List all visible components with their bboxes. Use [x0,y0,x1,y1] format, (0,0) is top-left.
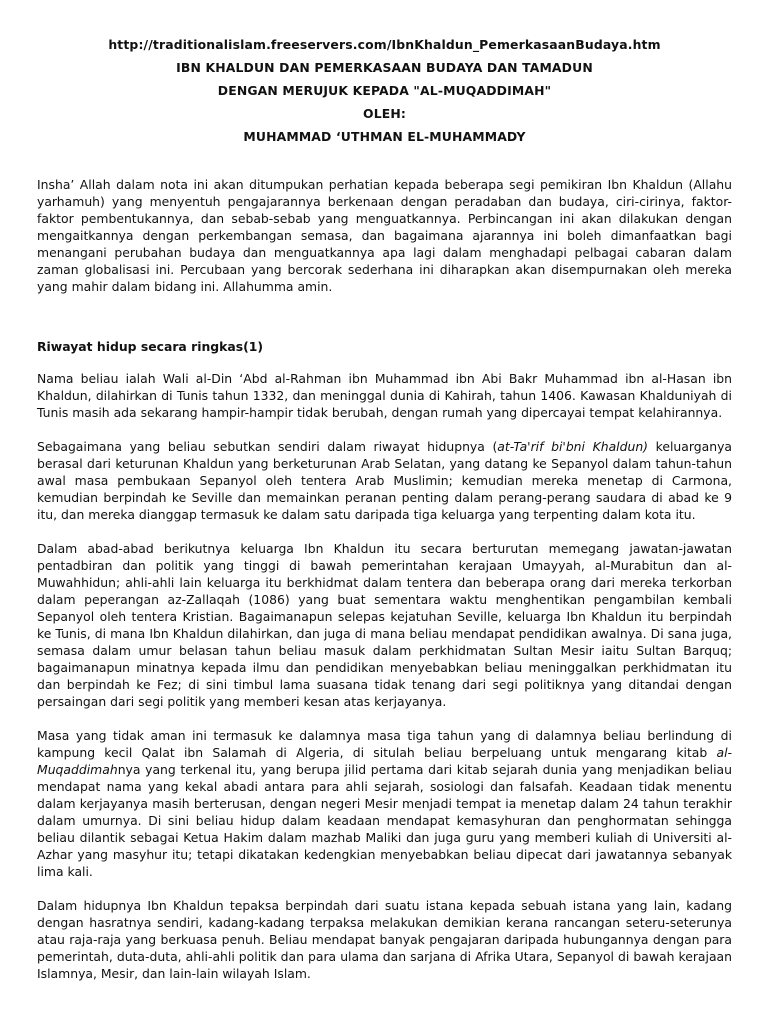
paragraph-4-book-title: al-Muqaddimah [37,745,732,777]
paragraph-2-text-a: Sebagaimana yang beliau sebutkan sendiri dalam riwayat hidupnya ( [37,439,498,454]
paragraph-3: Dalam abad-abad berikutnya keluarga Ibn Khaldun itu secara berturutan memegang jawatan-jawatan pentadbiran dan politik yang tinggi di bawah pemerintahan kerajaan Umayyah, al-Murabitun dan al-Muwahhidun; ahli-ahli lain keluarga itu berkhidmat dalam tentera dan beberapa orang dari mereka terkorban dalam peperangan az-Zallaqah (1086) yang buat sementara waktu menghentikan pengambilan kembali Sepanyol oleh tentera Kristian. Bagaimanapun selepas kejatuhan Seville, keluarga Ibn Khaldun itu berpindah ke Tunis, di mana Ibn Khaldun dilahirkan, dan juga di mana beliau mendapat pendidikan awalnya. Di sana juga, semasa dalam umur belasan tahun beliau masuk dalam perkhidmatan Sultan Mesir iaitu Sultan Barquq; bagaimanapun minatnya kepada ilmu dan pendidikan menyebabkan beliau meninggalkan perkhidmatan itu dan berpindah ke Fez; di sini timbul lama suasana tidak tenang dari segi politiknya yang ditandai dengan persaingan dari segi politik yang memberi kesan atas kerjayanya. [37,541,732,709]
paragraph-1: Nama beliau ialah Wali al-Din ‘Abd al-Rahman ibn Muhammad ibn Abi Bakr Muhammad ibn al-Hasan ibn Khaldun, dilahirkan di Tunis tahun 1332, dan meninggal dunia di Kahirah, tahun 1406. Kawasan Khalduniyah di Tunis masih ada sekarang hampir-hampir tidak berubah, dengan rumah yang dipercayai tempat kelahirannya. [37,371,732,420]
paragraph-4-text-a: Masa yang tidak aman ini termasuk ke dalamnya masa tiga tahun yang di dalamnya beliau berlindung di kampung kecil Qalat ibn Salamah di Algeria, di situlah beliau berpeluang untuk mengarang kitab [37,728,732,760]
paragraph-4-text-b: nya yang terkenal itu, yang berupa jilid pertama dari kitab sejarah dunia yang menjadikan beliau mendapat nama yang kekal abadi antara para ahli sejarah, sosiologi dan falsafah. Keadaan tidak menentu dalam kerjayanya masih berterusan, dengan negeri Mesir menjadi tempat ia menetap dalam 24 tahun terakhir dalam umurnya. Di sini beliau hidup dalam keadaan mendapat kemasyhuran dan penghormatan sehingga beliau dilantik sebagai Ketua Hakim dalam mazhab Maliki dan juga guru yang memberi kuliah di Universiti al-Azhar yang masyhur itu; tetapi dikatakan kedengkian menyebabkan beliau dipecat dari jawatannya sebanyak lima kali. [37,762,732,879]
paragraph-2 [37,438,732,523]
document-header [37,37,732,144]
author-name: MUHAMMAD ‘UTHMAN EL-MUHAMMADY [243,129,526,144]
source-url: http://traditionalislam.freeservers.com/IbnKhaldun_PemerkasaanBudaya.htm [108,37,661,52]
section-heading: Riwayat hidup secara ringkas(1) [37,339,264,354]
document-page [37,0,732,982]
title-line-2: DENGAN MERUJUK KEPADA "AL-MUQADDIMAH" [217,83,552,98]
title-line-1: IBN KHALDUN DAN PEMERKASAAN BUDAYA DAN TAMADUN [176,60,593,75]
paragraph-4 [37,727,732,880]
byline-label: OLEH: [363,106,406,121]
paragraph-2-text-b: keluarganya berasal dari keturunan Khaldun yang berketurunan Arab Selatan, yang datang ke Sepanyol dalam tahun-tahun awal masa pembukaan Sepanyol oleh tentera Arab Muslimin; kemudian mereka menetap di Carmona, kemudian berpindah ke Seville dan memainkan peranan penting dalam perang-perang saudara di abad ke 9 itu, dan mereka dianggap termasuk ke dalam satu daripada tiga keluarga yang terpenting dalam kota itu. [37,439,732,522]
paragraph-2-book-title: at-Ta'rif bi'bni Khaldun) [497,439,649,454]
intro-paragraph: Insha’ Allah dalam nota ini akan ditumpukan perhatian kepada beberapa segi pemikiran Ibn Khaldun (Allahu yarhamuh) yang menyentuh pengajarannya berkenaan dengan peradaban dan budaya, ciri-cirinya, faktor-faktor pembentukannya, dan sebab-sebab yang menguatkannya. Perbincangan ini akan dilakukan dengan mengaitkannya dengan perkembangan semasa, dan bagaimana ajarannya ini boleh dimanfaatkan bagi menangani perubahan budaya dan menguatkannya apa lagi dalam menghadapi pelbagai cabaran dalam zaman globalisasi ini. Percubaan yang bercorak sederhana ini diharapkan akan disempurnakan oleh mereka yang mahir dalam bidang ini. Allahumma amin. [37,177,732,294]
paragraph-5: Dalam hidupnya Ibn Khaldun tepaksa berpindah dari suatu istana kepada sebuah istana yang lain, kadang dengan hasratnya sendiri, kadang-kadang terpaksa melakukan demikian kerana rancangan seteru-seterunya atau raja-raja yang berkuasa penuh. Beliau mendapat banyak pengajaran daripada hubungannya dengan para pemerintah, duta-duta, ahli-ahli politik dan para ulama dan sarjana di Afrika Utara, Sepanyol di bawah kerajaan Islamnya, Mesir, dan lain-lain wilayah Islam. [37,898,732,981]
